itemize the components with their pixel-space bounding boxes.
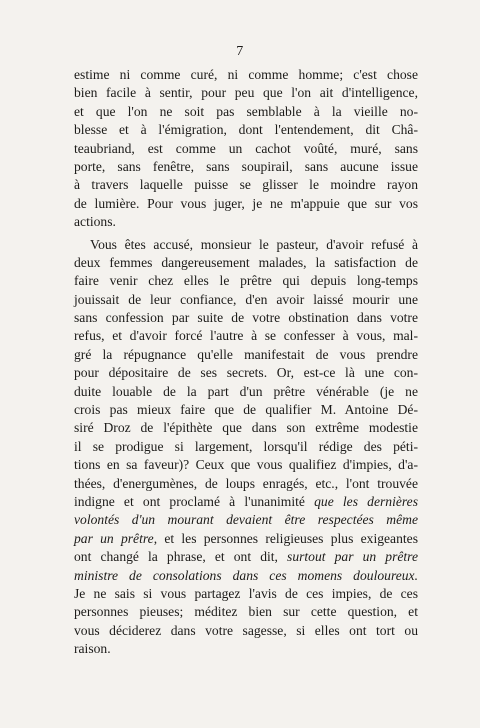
text-line <box>74 603 418 621</box>
text-segment: gré la répugnance qu'elle manifestait de vous prendre <box>74 346 418 362</box>
italic-text: par un prêtre <box>74 530 154 546</box>
text-segment: blesse et à l'émigration, dont l'entendement, dit Châ- <box>74 122 418 138</box>
text-line <box>74 419 418 437</box>
paragraph-1 <box>74 66 418 232</box>
text-segment: à travers laquelle puisse se glisser le moindre rayon <box>74 177 418 193</box>
text-segment: faire venir chez elles le prêtre qui depuis long-temps <box>74 273 418 289</box>
text-line <box>74 548 418 566</box>
text-segment: estime ni comme curé, ni comme homme; c'est chose <box>74 67 418 82</box>
text-line <box>74 272 418 290</box>
text-segment: actions. <box>74 214 116 230</box>
text-line <box>74 84 418 102</box>
text-line <box>74 236 418 254</box>
text-line <box>74 438 418 456</box>
text-line <box>74 475 418 493</box>
text-segment: jouissait de leur confiance, d'en avoir laissé mourir une <box>74 291 418 307</box>
text-line <box>74 176 418 194</box>
text-line <box>74 511 418 529</box>
italic-text: que les dernières <box>314 493 418 509</box>
text-segment: duite louable de la part d'un prêtre vénérable (je ne <box>74 383 418 399</box>
text-line <box>74 291 418 309</box>
italic-text: ministre de consolations dans ces momens douloureux. <box>74 567 418 583</box>
text-segment: raison. <box>74 641 111 657</box>
text-segment: indigne et ont proclamé à l'unanimité <box>74 493 315 509</box>
text-line <box>74 622 418 640</box>
text-line <box>74 66 418 84</box>
text-segment: deux femmes dangereusement malades, la satisfaction de <box>74 254 418 270</box>
text-line <box>74 401 418 419</box>
text-line <box>74 213 418 231</box>
text-segment: siré Droz de l'épithète que dans son extrême modestie <box>74 420 418 436</box>
text-segment: pour dépositaire de ses secrets. Or, est-ce là une con- <box>74 365 418 381</box>
page-number: 7 <box>236 44 244 59</box>
text-segment: crois pas mieux faire que de qualifier M. Antoine Dé- <box>74 402 418 418</box>
text-line <box>74 121 418 139</box>
body-text <box>74 66 418 659</box>
text-segment: Vous êtes accusé, monsieur le pasteur, d'avoir refusé à <box>90 236 418 252</box>
text-segment: sans confession par suite de votre obstination dans votre <box>74 310 418 326</box>
text-line <box>74 254 418 272</box>
text-line <box>74 640 418 658</box>
italic-text: surtout par un prêtre <box>287 549 418 565</box>
text-segment: ont changé la phrase, et ont dit, <box>74 549 288 565</box>
text-line <box>74 195 418 213</box>
text-segment: refus, et d'avoir forcé l'autre à se confesser à vous, mal- <box>74 328 418 344</box>
text-segment: personnes pieuses; méditez bien sur cette question, et <box>74 604 418 620</box>
text-segment: bien facile à sentir, pour peu que l'on ait d'intelligence, <box>74 85 418 101</box>
text-line <box>74 493 418 511</box>
text-line <box>74 140 418 158</box>
text-line <box>74 530 418 548</box>
text-segment: , et les personnes religieuses plus exigeantes <box>153 530 418 546</box>
text-segment: thées, d'energumènes, de loups enragés, etc., l'ont trouvée <box>74 475 418 491</box>
text-segment: il se prodigue si largement, lorsqu'il rédige des péti- <box>74 438 418 454</box>
text-segment: Je ne sais si vous partagez l'avis de ces impies, de ces <box>74 585 418 601</box>
text-line <box>74 103 418 121</box>
paragraph-2 <box>74 236 418 659</box>
text-line <box>74 364 418 382</box>
text-line <box>74 346 418 364</box>
text-segment: teaubriand, est comme un cachot voûté, muré, sans <box>74 140 418 156</box>
text-line <box>74 567 418 585</box>
italic-text: volontés d'un mourant devaient être respectées même <box>74 512 418 528</box>
text-segment: porte, sans fenêtre, sans soupirail, sans aucune issue <box>74 158 418 174</box>
text-segment: de lumière. Pour vous juger, je ne m'appuie que sur vos <box>74 195 418 211</box>
text-segment: et que l'on ne soit pas semblable à la vieille no- <box>74 103 418 119</box>
text-segment: tions en sa faveur)? Ceux que vous qualifiez d'impies, d'a- <box>74 457 418 473</box>
text-line <box>74 327 418 345</box>
text-line <box>74 383 418 401</box>
text-line <box>74 456 418 474</box>
text-line <box>74 309 418 327</box>
text-line <box>74 585 418 603</box>
text-line <box>74 158 418 176</box>
text-segment: vous déciderez dans votre sagesse, si elles ont tort ou <box>74 622 418 638</box>
